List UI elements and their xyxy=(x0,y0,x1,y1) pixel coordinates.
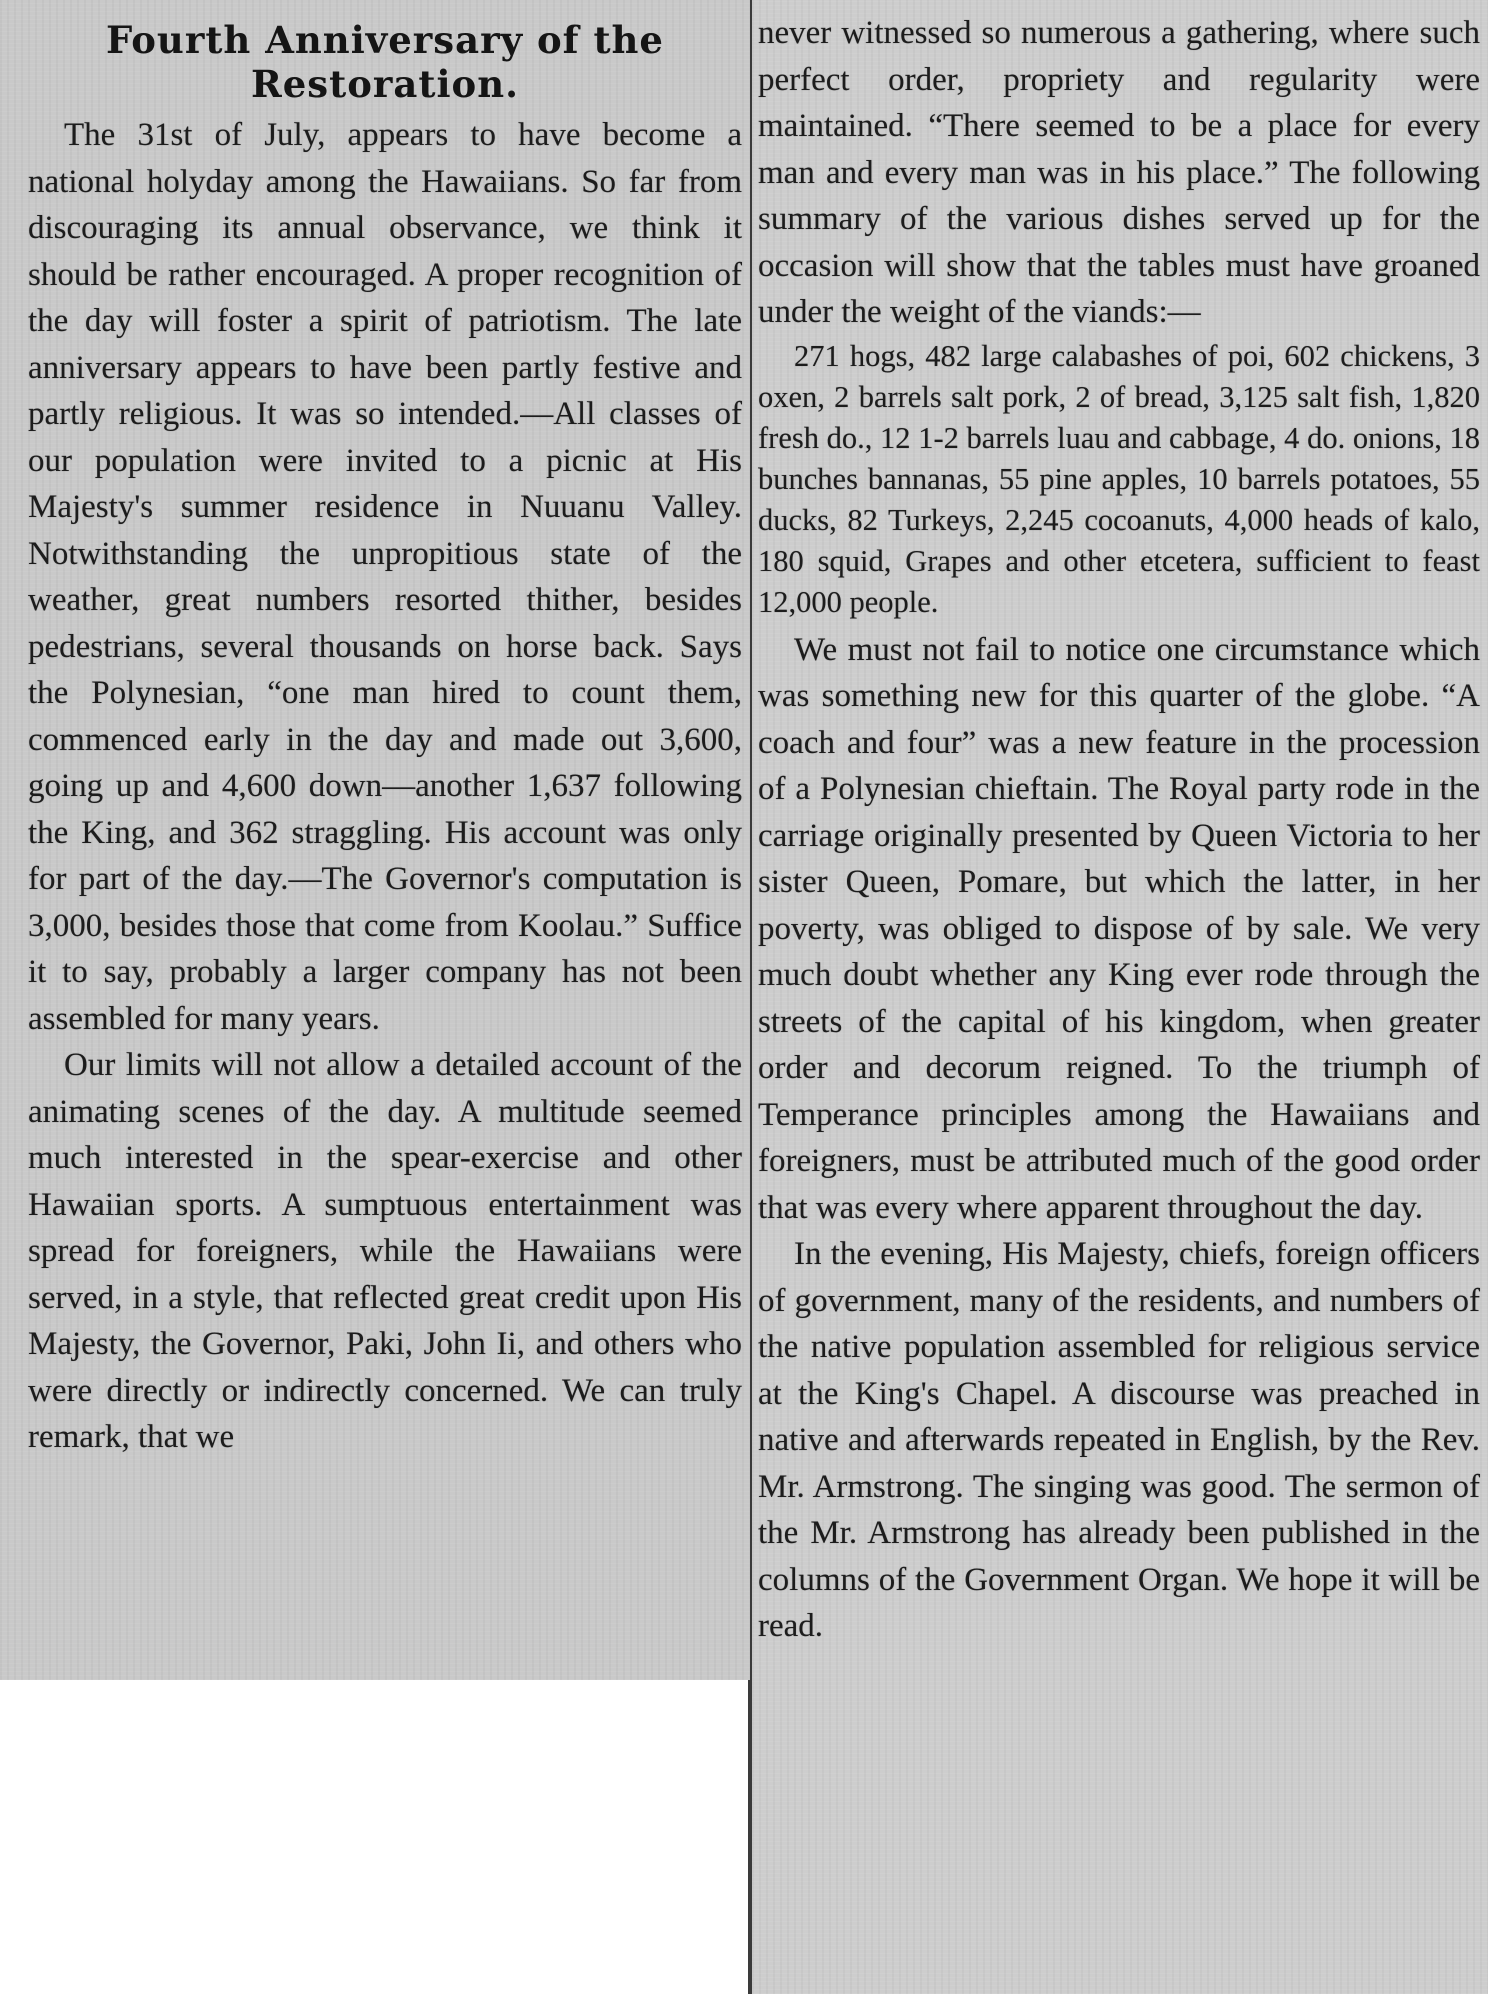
article-headline: Fourth Anniversary of the Restoration. xyxy=(106,18,664,106)
right-column-clipping xyxy=(752,0,1488,1994)
right-paragraph-coach: We must not fail to notice one circumstance which was something new for this quarter of the globe. “A coach and four” was a new feature in the procession of a Polynesian chieftain. The Royal party rode in the carriage originally presented by Queen Victoria to her sister Queen, Pomare, but which the latter, in her poverty, was obliged to dispose of by sale. We very much doubt whether any King ever rode through the streets of the capital of his kingdom, when greater order and decorum reigned. To the triumph of Temperance principles among the Hawaiians and foreigners, must be attributed much of the good order that was every where apparent throughout the day. xyxy=(758,631,1480,1226)
left-column-clipping xyxy=(0,0,750,1680)
right-paragraph-evening: In the evening, His Majesty, chiefs, foreign officers of government, many of the residents, and numbers of the native population assembled for religious service at the King's Chapel. A discourse was preached in native and afterwards repeated in English, by the Rev. Mr. Armstrong. The singing was good. The sermon of the Mr. Armstrong has already been published in the columns of the Government Organ. We hope it will be read. xyxy=(758,1236,1480,1644)
right-continuation-paragraph: never witnessed so numerous a gathering, where such perfect order, propriety and regularity were maintained. “There seemed to be a place for every man and every man was in his place.” The following summary of the various dishes served up for the occasion will show that the tables must have groaned under the weight of the viands:— xyxy=(758,15,1480,330)
provisions-list-paragraph: 271 hogs, 482 large calabashes of poi, 602 chickens, 3 oxen, 2 barrels salt pork, 2 of bread, 3,125 salt fish, 1,820 fresh do., 12 1-2 barrels luau and cabbage, 4 do. onions, 18 bunches bannanas, 55 pine apples, 10 barrels potatoes, 55 ducks, 82 Turkeys, 2,245 cocoanuts, 4,000 heads of kalo, 180 squid, Grapes and other etcetera, sufficient to feast 12,000 people. xyxy=(758,338,1480,619)
left-paragraph-2: Our limits will not allow a detailed account of the animating scenes of the day. A multitude seemed much interested in the spear-exercise and other Hawaiian sports. A sumptuous entertainment was spread for foreigners, while the Hawaiians were served, in a style, that reflected great credit upon His Majesty, the Governor, Paki, John Ii, and others who were directly or indirectly concerned. We can truly remark, that we xyxy=(28,1047,742,1455)
left-paragraph-1: The 31st of July, appears to have become a national holyday among the Hawaiians. So far from discouraging its annual observance, we think it should be rather encouraged. A proper recognition of the day will foster a spirit of patriotism. The late anniversary appears to have been partly festive and partly religious. It was so intended.—All classes of our population were invited to a picnic at His Majesty's summer residence in Nuuanu Valley. Notwithstanding the unpropitious state of the weather, great numbers resorted thither, besides pedestrians, several thousands on horse back. Says the Polynesian, “one man hired to count them, commenced early in the day and made out 3,600, going up and 4,600 down—another 1,637 following the King, and 362 straggling. His account was only for part of the day.—The Governor's computation is 3,000, besides those that come from Koolau.” Suffice it to say, probably a larger company has not been assembled for many years. xyxy=(28,117,742,1037)
